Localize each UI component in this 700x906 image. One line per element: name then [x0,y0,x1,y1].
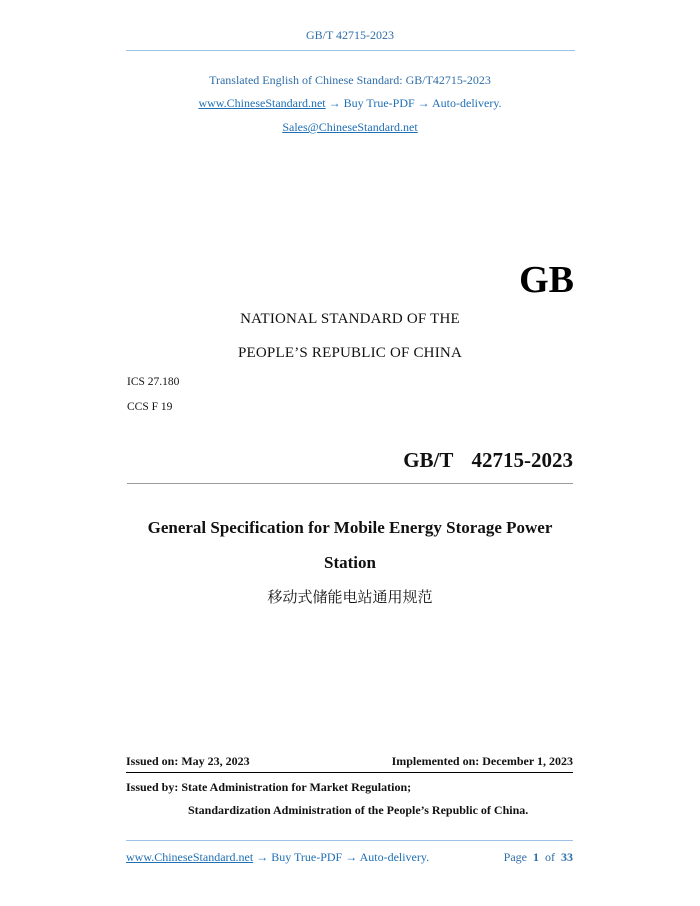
footer-divider [126,840,573,841]
page-label: Page [503,850,527,864]
email-link[interactable]: Sales@ChineseStandard.net [282,120,418,134]
of-label: of [545,850,555,864]
issue-divider [126,772,573,773]
title-chinese: 移动式储能电站通用规范 [267,588,433,606]
promo-line-translated: Translated English of Chinese Standard: GB/T42715-2023 [209,73,491,87]
issued-by-line2: Standardization Administration of the People’s Republic of China. [188,803,529,817]
title-english-line2: Station [324,553,376,572]
page-number: 1 [533,850,539,864]
header-divider [126,50,575,51]
promo-line-buy [0,96,700,111]
issued-by-line1: Issued by: State Administration for Market Regulation; [126,780,412,794]
ics-code: ICS 27.180 [127,376,180,388]
page-indicator [504,850,573,865]
promo-buy-text: → Buy True-PDF → Auto-delivery. [325,96,502,110]
site-link[interactable]: www.ChineseStandard.net [198,96,326,110]
issue-dates-row [126,754,573,774]
implemented-on: Implemented on: December 1, 2023 [391,754,573,768]
national-standard-line2: PEOPLE’S REPUBLIC OF CHINA [238,345,462,361]
total-pages: 33 [561,850,573,864]
footer-buy-text: → Buy True-PDF → Auto-delivery. [253,850,430,864]
national-standard-line1: NATIONAL STANDARD OF THE [240,311,460,327]
standard-number: GB/T 42715-2023 [403,448,573,472]
header-title: GB/T 42715-2023 [305,28,395,42]
footer-promo [126,850,429,865]
issued-on: Issued on: May 23, 2023 [126,754,250,768]
title-english-line1: General Specification for Mobile Energy Storage Power [147,518,553,537]
promo-line-email [0,120,700,135]
gb-mark: GB [519,259,574,301]
ccs-code: CCS F 19 [127,401,173,413]
footer-site-link[interactable]: www.ChineseStandard.net [126,850,254,864]
standard-number-divider [127,483,573,484]
